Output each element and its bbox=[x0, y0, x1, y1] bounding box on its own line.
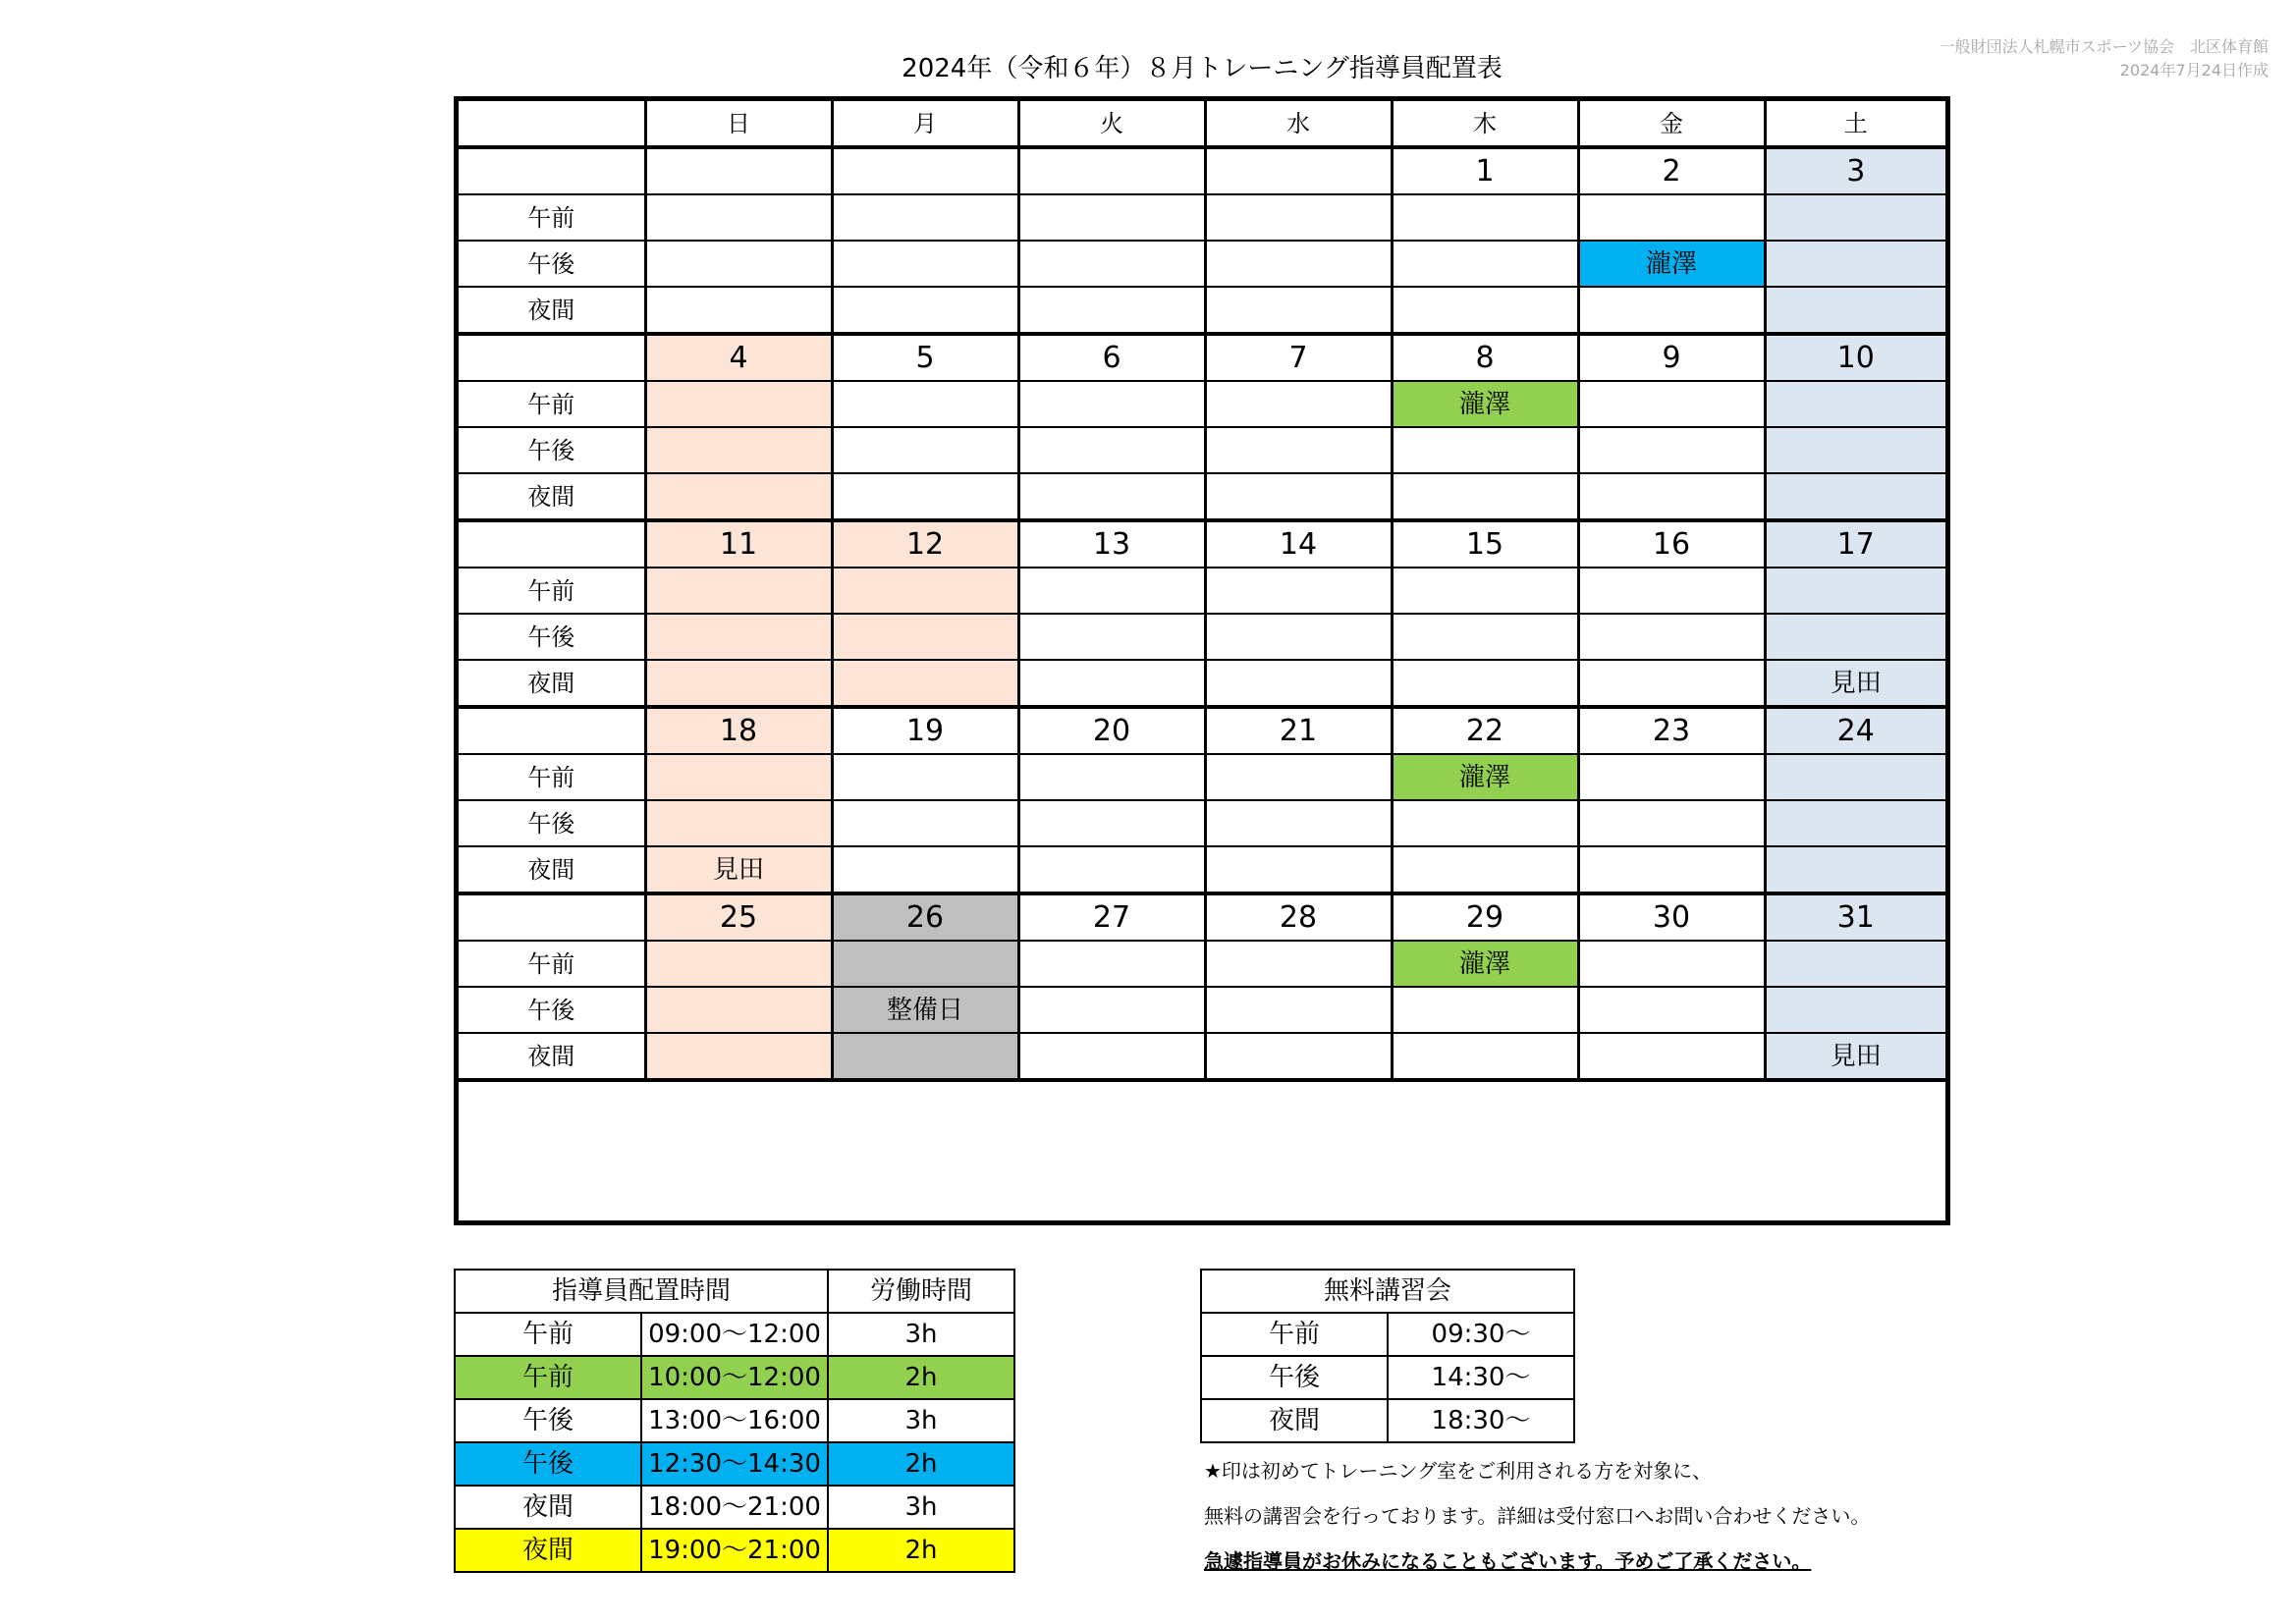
date-cell: 26 bbox=[832, 893, 1018, 941]
date-cell: 28 bbox=[1205, 893, 1392, 941]
hours-table-header-work: 労働時間 bbox=[828, 1270, 1014, 1313]
slot-cell bbox=[1765, 194, 1945, 241]
row-label-empty bbox=[459, 147, 645, 194]
week-5-am-row bbox=[459, 941, 1945, 987]
slot-cell bbox=[1392, 287, 1578, 334]
slot-cell bbox=[832, 846, 1018, 893]
slot-cell bbox=[1765, 241, 1945, 287]
slot-cell bbox=[1578, 568, 1765, 614]
slot-cell bbox=[1018, 1033, 1205, 1080]
organization-info bbox=[1940, 35, 2269, 82]
slot-cell bbox=[1205, 800, 1392, 846]
seminar-row bbox=[1201, 1356, 1574, 1399]
hours-time: 09:00～12:00 bbox=[641, 1313, 828, 1356]
hours-duration: 3h bbox=[828, 1399, 1014, 1442]
instructor-assignment: 瀧澤 bbox=[1578, 241, 1765, 287]
hours-duration: 3h bbox=[828, 1486, 1014, 1529]
instructor-assignment: 見田 bbox=[645, 846, 832, 893]
date-cell: 25 bbox=[645, 893, 832, 941]
hours-duration: 3h bbox=[828, 1313, 1014, 1356]
week-4-date-row bbox=[459, 707, 1945, 754]
seminar-slot: 午後 bbox=[1201, 1356, 1388, 1399]
slot-label-am: 午前 bbox=[459, 381, 645, 427]
slot-cell bbox=[1578, 660, 1765, 707]
slot-cell bbox=[1018, 660, 1205, 707]
slot-cell bbox=[645, 941, 832, 987]
slot-cell bbox=[1392, 194, 1578, 241]
instructor-assignment: 瀧澤 bbox=[1392, 941, 1578, 987]
slot-cell bbox=[1578, 987, 1765, 1033]
date-cell bbox=[1205, 147, 1392, 194]
slot-cell bbox=[1205, 381, 1392, 427]
instructor-assignment: 瀧澤 bbox=[1392, 754, 1578, 800]
maintenance-day-label: 整備日 bbox=[832, 987, 1018, 1033]
week-5-date-row bbox=[459, 893, 1945, 941]
slot-cell bbox=[1018, 800, 1205, 846]
slot-cell bbox=[1018, 846, 1205, 893]
slot-cell bbox=[1018, 987, 1205, 1033]
date-cell: 23 bbox=[1578, 707, 1765, 754]
slot-cell bbox=[1018, 241, 1205, 287]
week-5-night-row bbox=[459, 1033, 1945, 1080]
date-cell: 11 bbox=[645, 520, 832, 568]
slot-cell bbox=[1018, 381, 1205, 427]
slot-cell bbox=[1205, 473, 1392, 520]
slot-cell bbox=[1578, 754, 1765, 800]
slot-cell bbox=[1765, 987, 1945, 1033]
slot-cell bbox=[832, 941, 1018, 987]
seminar-table-header: 無料講習会 bbox=[1201, 1270, 1574, 1313]
date-cell: 17 bbox=[1765, 520, 1945, 568]
row-label-empty bbox=[459, 520, 645, 568]
slot-cell bbox=[832, 381, 1018, 427]
slot-label-night: 夜間 bbox=[459, 287, 645, 334]
slot-label-am: 午前 bbox=[459, 754, 645, 800]
slot-cell bbox=[1018, 473, 1205, 520]
slot-cell bbox=[1578, 381, 1765, 427]
date-cell: 19 bbox=[832, 707, 1018, 754]
week-4-am-row bbox=[459, 754, 1945, 800]
slot-cell bbox=[832, 800, 1018, 846]
date-cell: 3 bbox=[1765, 147, 1945, 194]
week-1-pm-row bbox=[459, 241, 1945, 287]
hours-time: 12:30～14:30 bbox=[641, 1442, 828, 1486]
slot-label-night: 夜間 bbox=[459, 846, 645, 893]
slot-cell bbox=[645, 987, 832, 1033]
slot-cell bbox=[645, 660, 832, 707]
slot-cell bbox=[1392, 1033, 1578, 1080]
date-cell: 27 bbox=[1018, 893, 1205, 941]
hours-slot: 夜間 bbox=[455, 1486, 641, 1529]
week-2-am-row bbox=[459, 381, 1945, 427]
slot-cell bbox=[832, 241, 1018, 287]
slot-cell bbox=[1392, 987, 1578, 1033]
date-cell: 13 bbox=[1018, 520, 1205, 568]
slot-cell bbox=[1018, 568, 1205, 614]
weekday-sat: 土 bbox=[1765, 101, 1945, 147]
free-seminar-table bbox=[1200, 1269, 1575, 1443]
date-cell: 21 bbox=[1205, 707, 1392, 754]
seminar-time: 18:30～ bbox=[1388, 1399, 1574, 1442]
slot-cell bbox=[1578, 941, 1765, 987]
slot-cell bbox=[645, 427, 832, 473]
week-1-am-row bbox=[459, 194, 1945, 241]
week-4-night-row bbox=[459, 846, 1945, 893]
slot-cell bbox=[1392, 568, 1578, 614]
slot-cell bbox=[1578, 287, 1765, 334]
date-cell: 29 bbox=[1392, 893, 1578, 941]
date-cell: 30 bbox=[1578, 893, 1765, 941]
seminar-time: 14:30～ bbox=[1388, 1356, 1574, 1399]
hours-time: 19:00～21:00 bbox=[641, 1529, 828, 1572]
slot-cell bbox=[1205, 287, 1392, 334]
slot-cell bbox=[1205, 427, 1392, 473]
date-cell: 9 bbox=[1578, 334, 1765, 381]
date-cell: 22 bbox=[1392, 707, 1578, 754]
date-cell: 31 bbox=[1765, 893, 1945, 941]
slot-cell bbox=[1392, 846, 1578, 893]
row-label-empty bbox=[459, 893, 645, 941]
created-date: 2024年7月24日作成 bbox=[2119, 61, 2269, 80]
date-cell bbox=[645, 147, 832, 194]
slot-cell bbox=[832, 1033, 1018, 1080]
weekday-mon: 月 bbox=[832, 101, 1018, 147]
date-cell: 5 bbox=[832, 334, 1018, 381]
hours-slot: 午前 bbox=[455, 1356, 641, 1399]
slot-cell bbox=[1018, 194, 1205, 241]
slot-cell bbox=[1765, 287, 1945, 334]
slot-cell bbox=[1205, 941, 1392, 987]
seminar-slot: 夜間 bbox=[1201, 1399, 1388, 1442]
slot-label-pm: 午後 bbox=[459, 987, 645, 1033]
hours-row bbox=[455, 1313, 1014, 1356]
hours-row bbox=[455, 1442, 1014, 1486]
date-cell bbox=[1018, 147, 1205, 194]
week-2-pm-row bbox=[459, 427, 1945, 473]
slot-label-night: 夜間 bbox=[459, 1033, 645, 1080]
slot-label-night: 夜間 bbox=[459, 473, 645, 520]
date-cell: 4 bbox=[645, 334, 832, 381]
slot-label-night: 夜間 bbox=[459, 660, 645, 707]
slot-cell bbox=[1578, 800, 1765, 846]
hours-duration: 2h bbox=[828, 1356, 1014, 1399]
week-2-night-row bbox=[459, 473, 1945, 520]
weekday-header-row bbox=[459, 101, 1945, 147]
slot-cell bbox=[832, 660, 1018, 707]
hours-time: 18:00～21:00 bbox=[641, 1486, 828, 1529]
week-5-pm-row bbox=[459, 987, 1945, 1033]
hours-table-header-time: 指導員配置時間 bbox=[455, 1270, 828, 1313]
slot-label-pm: 午後 bbox=[459, 800, 645, 846]
slot-cell bbox=[1392, 427, 1578, 473]
week-3-night-row bbox=[459, 660, 1945, 707]
week-2-date-row bbox=[459, 334, 1945, 381]
hours-row bbox=[455, 1529, 1014, 1572]
date-cell: 20 bbox=[1018, 707, 1205, 754]
slot-cell bbox=[1765, 800, 1945, 846]
page-title: 2024年（令和６年）８月トレーニング指導員配置表 bbox=[902, 54, 1503, 83]
week-3-am-row bbox=[459, 568, 1945, 614]
instructor-assignment: 瀧澤 bbox=[1392, 381, 1578, 427]
slot-cell bbox=[832, 427, 1018, 473]
slot-cell bbox=[1578, 614, 1765, 660]
corner-cell bbox=[459, 101, 645, 147]
date-cell: 12 bbox=[832, 520, 1018, 568]
slot-cell bbox=[1205, 194, 1392, 241]
slot-cell bbox=[832, 473, 1018, 520]
week-1-night-row bbox=[459, 287, 1945, 334]
hours-duration: 2h bbox=[828, 1529, 1014, 1572]
hours-row bbox=[455, 1399, 1014, 1442]
slot-cell bbox=[645, 287, 832, 334]
absence-warning: 急遽指導員がお休みになることもございます。予めご了承ください。 bbox=[1204, 1549, 1812, 1573]
slot-cell bbox=[1765, 427, 1945, 473]
date-cell: 8 bbox=[1392, 334, 1578, 381]
slot-cell bbox=[1205, 568, 1392, 614]
seminar-slot: 午前 bbox=[1201, 1313, 1388, 1356]
slot-cell bbox=[645, 614, 832, 660]
slot-cell bbox=[1765, 941, 1945, 987]
slot-cell bbox=[645, 800, 832, 846]
slot-cell bbox=[1392, 473, 1578, 520]
instructor-assignment: 見田 bbox=[1765, 660, 1945, 707]
slot-cell bbox=[645, 473, 832, 520]
date-cell: 24 bbox=[1765, 707, 1945, 754]
seminar-note: ★印は初めてトレーニング室をご利用される方を対象に、 bbox=[1204, 1459, 1713, 1483]
slot-cell bbox=[1205, 660, 1392, 707]
slot-cell bbox=[1578, 427, 1765, 473]
hours-time: 10:00～12:00 bbox=[641, 1356, 828, 1399]
instructor-hours-table bbox=[454, 1269, 1015, 1573]
slot-cell bbox=[1018, 754, 1205, 800]
slot-cell bbox=[1578, 846, 1765, 893]
slot-cell bbox=[645, 568, 832, 614]
slot-cell bbox=[1018, 941, 1205, 987]
weekday-wed: 水 bbox=[1205, 101, 1392, 147]
slot-label-am: 午前 bbox=[459, 941, 645, 987]
slot-cell bbox=[1578, 1033, 1765, 1080]
slot-cell bbox=[1392, 800, 1578, 846]
date-cell: 6 bbox=[1018, 334, 1205, 381]
slot-cell bbox=[832, 287, 1018, 334]
slot-label-am: 午前 bbox=[459, 194, 645, 241]
weekday-sun: 日 bbox=[645, 101, 832, 147]
date-cell: 14 bbox=[1205, 520, 1392, 568]
slot-cell bbox=[1392, 241, 1578, 287]
slot-cell bbox=[1765, 614, 1945, 660]
instructor-assignment: 見田 bbox=[1765, 1033, 1945, 1080]
slot-cell bbox=[1578, 194, 1765, 241]
slot-cell bbox=[1018, 614, 1205, 660]
hours-row bbox=[455, 1356, 1014, 1399]
slot-cell bbox=[645, 194, 832, 241]
week-4-pm-row bbox=[459, 800, 1945, 846]
date-cell: 7 bbox=[1205, 334, 1392, 381]
seminar-note-detail: 無料の講習会を行っております。詳細は受付窓口へお問い合わせください。 bbox=[1204, 1504, 1871, 1528]
hours-slot: 午後 bbox=[455, 1442, 641, 1486]
hours-slot: 午後 bbox=[455, 1399, 641, 1442]
date-cell: 18 bbox=[645, 707, 832, 754]
slot-cell bbox=[1205, 846, 1392, 893]
hours-row bbox=[455, 1486, 1014, 1529]
row-label-empty bbox=[459, 334, 645, 381]
organization-name: 一般財団法人札幌市スポーツ協会 北区体育館 bbox=[1939, 37, 2269, 56]
slot-cell bbox=[1205, 754, 1392, 800]
slot-cell bbox=[645, 381, 832, 427]
slot-cell bbox=[832, 614, 1018, 660]
date-cell: 10 bbox=[1765, 334, 1945, 381]
hours-duration: 2h bbox=[828, 1442, 1014, 1486]
slot-label-am: 午前 bbox=[459, 568, 645, 614]
row-label-empty bbox=[459, 707, 645, 754]
slot-cell bbox=[832, 568, 1018, 614]
slot-cell bbox=[1205, 241, 1392, 287]
slot-cell bbox=[1765, 381, 1945, 427]
week-1-date-row bbox=[459, 147, 1945, 194]
hours-slot: 夜間 bbox=[455, 1529, 641, 1572]
weekday-tue: 火 bbox=[1018, 101, 1205, 147]
hours-slot: 午前 bbox=[455, 1313, 641, 1356]
weekday-fri: 金 bbox=[1578, 101, 1765, 147]
slot-label-pm: 午後 bbox=[459, 614, 645, 660]
slot-cell bbox=[1578, 473, 1765, 520]
seminar-time: 09:30～ bbox=[1388, 1313, 1574, 1356]
week-3-pm-row bbox=[459, 614, 1945, 660]
date-cell: 1 bbox=[1392, 147, 1578, 194]
slot-cell bbox=[1205, 614, 1392, 660]
slot-cell bbox=[1765, 754, 1945, 800]
slot-cell bbox=[645, 1033, 832, 1080]
date-cell: 16 bbox=[1578, 520, 1765, 568]
date-cell: 2 bbox=[1578, 147, 1765, 194]
slot-label-pm: 午後 bbox=[459, 427, 645, 473]
weekday-thu: 木 bbox=[1392, 101, 1578, 147]
slot-cell bbox=[1392, 614, 1578, 660]
slot-cell bbox=[1018, 287, 1205, 334]
slot-cell bbox=[1765, 846, 1945, 893]
slot-cell bbox=[1765, 473, 1945, 520]
hours-time: 13:00～16:00 bbox=[641, 1399, 828, 1442]
seminar-row bbox=[1201, 1399, 1574, 1442]
slot-cell bbox=[1765, 568, 1945, 614]
seminar-row bbox=[1201, 1313, 1574, 1356]
slot-cell bbox=[645, 241, 832, 287]
slot-cell bbox=[832, 754, 1018, 800]
slot-label-pm: 午後 bbox=[459, 241, 645, 287]
date-cell bbox=[832, 147, 1018, 194]
week-3-date-row bbox=[459, 520, 1945, 568]
slot-cell bbox=[1205, 1033, 1392, 1080]
slot-cell bbox=[1018, 427, 1205, 473]
schedule-calendar bbox=[454, 96, 1950, 1225]
slot-cell bbox=[832, 194, 1018, 241]
slot-cell bbox=[1392, 660, 1578, 707]
date-cell: 15 bbox=[1392, 520, 1578, 568]
slot-cell bbox=[645, 754, 832, 800]
slot-cell bbox=[1205, 987, 1392, 1033]
